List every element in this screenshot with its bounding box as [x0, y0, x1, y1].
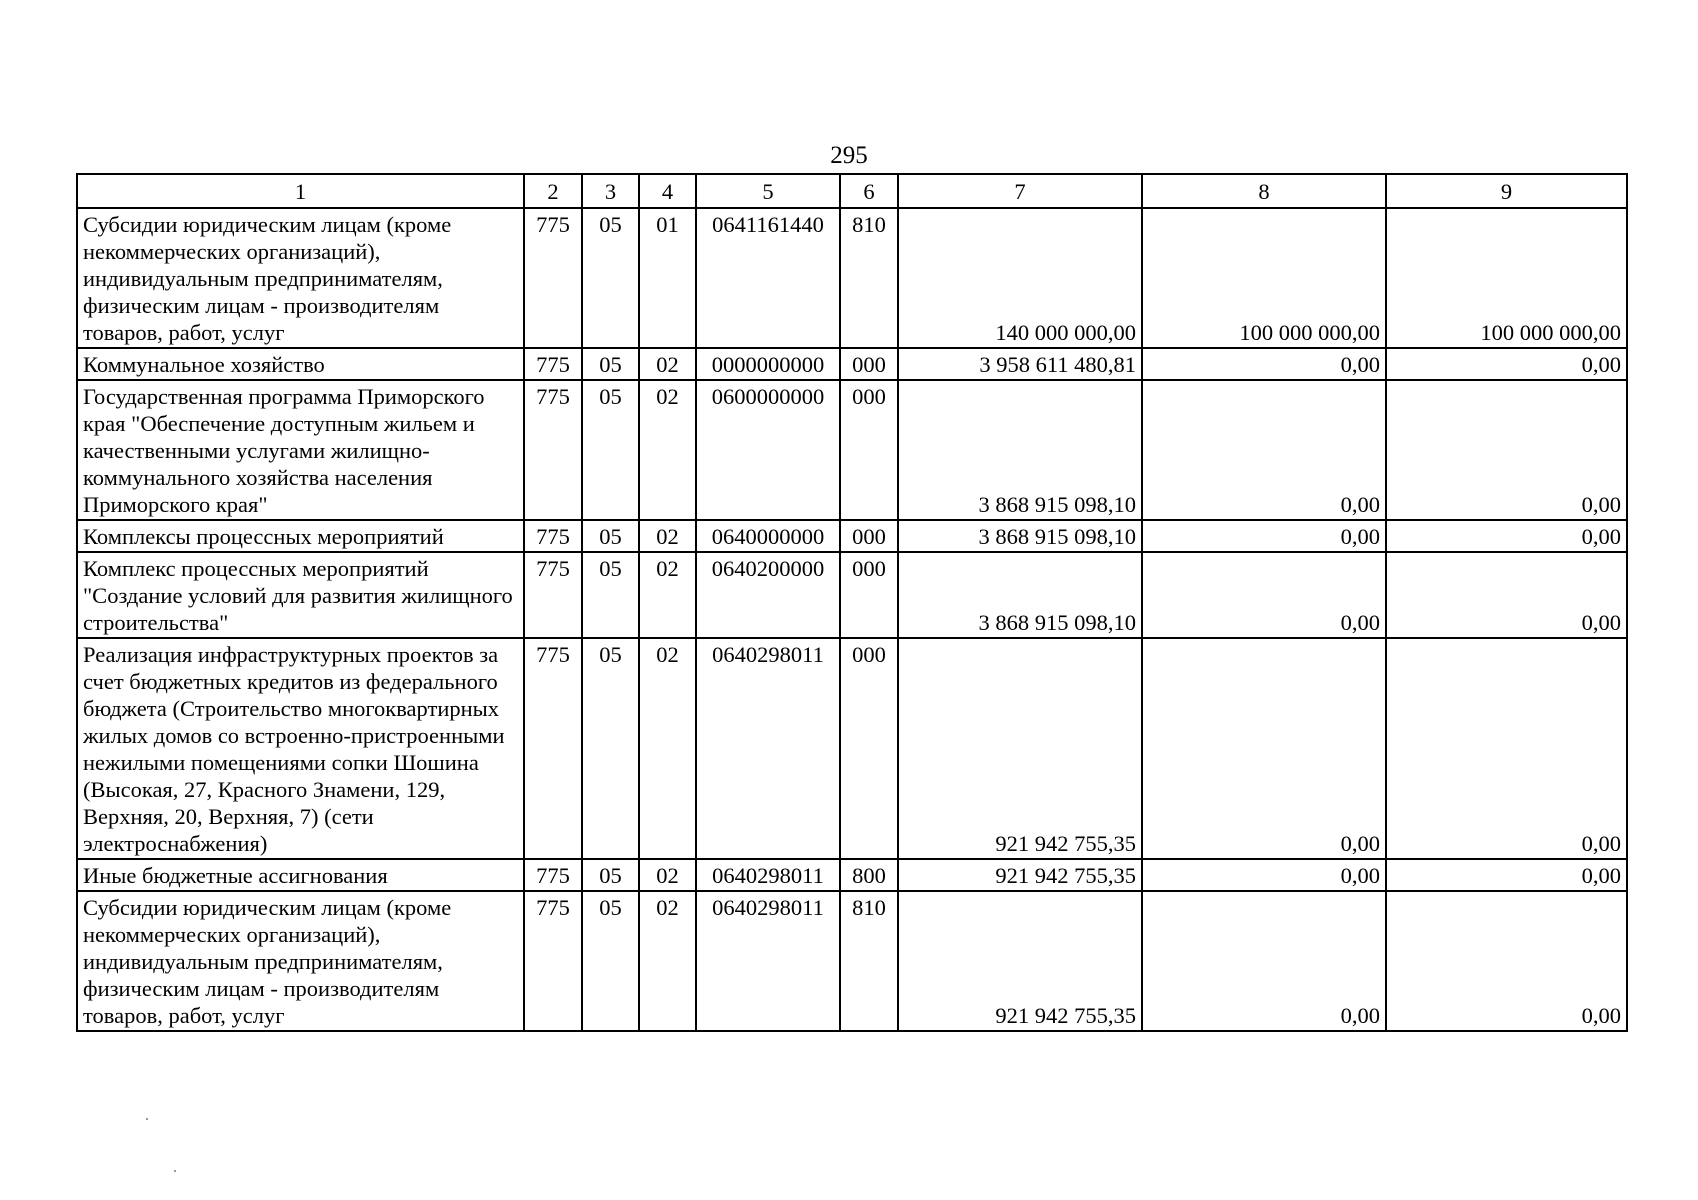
table-row: [77, 552, 1627, 638]
amount-year1-cell: 3 868 915 098,10: [898, 552, 1142, 638]
header-cell: 4: [639, 174, 696, 208]
table-body: [77, 208, 1627, 1031]
section-code-cell: 775: [524, 348, 582, 380]
row-name-cell: Иные бюджетные ассигнования: [77, 859, 524, 891]
amount-year1-cell: 3 868 915 098,10: [898, 520, 1142, 552]
amount-year1-cell: 921 942 755,35: [898, 891, 1142, 1031]
row-name-cell: Реализация инфраструктурных проектов за счет бюджетных кредитов из федерального бюджета (Строительство многоквартирных жилых домов со встроенно-пристроенными нежилыми помещениями сопки Шошина (Высокая, 27, Красного Знамени, 129, Верхняя, 20, Верхняя, 7) (сети электроснабжения): [77, 638, 524, 859]
section-code-cell: 775: [524, 552, 582, 638]
subsection-code-cell: 02: [639, 891, 696, 1031]
header-cell: 6: [840, 174, 898, 208]
row-name-cell: Субсидии юридическим лицам (кроме некоммерческих организаций), индивидуальным предпринимателям, физическим лицам - производителям товаров, работ, услуг: [77, 891, 524, 1031]
target-article-cell: 0640298011: [696, 638, 840, 859]
table-row: [77, 638, 1627, 859]
chapter-code-cell: 05: [582, 638, 639, 859]
amount-year1-cell: 140 000 000,00: [898, 208, 1142, 348]
amount-year3-cell: 0,00: [1386, 552, 1627, 638]
section-code-cell: 775: [524, 638, 582, 859]
chapter-code-cell: 05: [582, 380, 639, 520]
header-cell: 3: [582, 174, 639, 208]
amount-year3-cell: 0,00: [1386, 638, 1627, 859]
amount-year2-cell: 0,00: [1142, 638, 1386, 859]
target-article-cell: 0600000000: [696, 380, 840, 520]
table-row: [77, 859, 1627, 891]
target-article-cell: 0640200000: [696, 552, 840, 638]
chapter-code-cell: 05: [582, 891, 639, 1031]
chapter-code-cell: 05: [582, 208, 639, 348]
chapter-code-cell: 05: [582, 859, 639, 891]
header-cell: 5: [696, 174, 840, 208]
expense-type-cell: 000: [840, 552, 898, 638]
target-article-cell: 0640000000: [696, 520, 840, 552]
amount-year2-cell: 0,00: [1142, 859, 1386, 891]
header-row: [77, 174, 1627, 208]
row-name-cell: Комплекс процессных мероприятий "Создание условий для развития жилищного строительства": [77, 552, 524, 638]
target-article-cell: 0640298011: [696, 859, 840, 891]
amount-year1-cell: 3 958 611 480,81: [898, 348, 1142, 380]
chapter-code-cell: 05: [582, 552, 639, 638]
target-article-cell: 0000000000: [696, 348, 840, 380]
expense-type-cell: 810: [840, 891, 898, 1031]
expense-type-cell: 000: [840, 520, 898, 552]
section-code-cell: 775: [524, 380, 582, 520]
amount-year3-cell: 100 000 000,00: [1386, 208, 1627, 348]
subsection-code-cell: 01: [639, 208, 696, 348]
subsection-code-cell: 02: [639, 638, 696, 859]
table-row: [77, 208, 1627, 348]
header-cell: 7: [898, 174, 1142, 208]
amount-year2-cell: 0,00: [1142, 380, 1386, 520]
expense-type-cell: 810: [840, 208, 898, 348]
amount-year3-cell: 0,00: [1386, 520, 1627, 552]
amount-year1-cell: 3 868 915 098,10: [898, 380, 1142, 520]
table-row: [77, 520, 1627, 552]
row-name-cell: Комплексы процессных мероприятий: [77, 520, 524, 552]
expense-type-cell: 800: [840, 859, 898, 891]
subsection-code-cell: 02: [639, 552, 696, 638]
table-row: [77, 380, 1627, 520]
table-row: [77, 348, 1627, 380]
target-article-cell: 0641161440: [696, 208, 840, 348]
expense-type-cell: 000: [840, 638, 898, 859]
row-name-cell: Коммунальное хозяйство: [77, 348, 524, 380]
row-name-cell: Государственная программа Приморского края "Обеспечение доступным жильем и качественными услугами жилищно-коммунального хозяйства населения Приморского края": [77, 380, 524, 520]
subsection-code-cell: 02: [639, 380, 696, 520]
amount-year2-cell: 0,00: [1142, 520, 1386, 552]
amount-year2-cell: 0,00: [1142, 348, 1386, 380]
section-code-cell: 775: [524, 891, 582, 1031]
section-code-cell: 775: [524, 520, 582, 552]
chapter-code-cell: 05: [582, 520, 639, 552]
section-code-cell: 775: [524, 859, 582, 891]
header-cell: 8: [1142, 174, 1386, 208]
section-code-cell: 775: [524, 208, 582, 348]
amount-year2-cell: 0,00: [1142, 552, 1386, 638]
page-number: 295: [830, 142, 868, 169]
scan-speck: [146, 1118, 148, 1120]
subsection-code-cell: 02: [639, 348, 696, 380]
amount-year3-cell: 0,00: [1386, 380, 1627, 520]
header-cell: 2: [524, 174, 582, 208]
subsection-code-cell: 02: [639, 520, 696, 552]
expense-type-cell: 000: [840, 380, 898, 520]
budget-table: [76, 173, 1628, 1032]
amount-year2-cell: 100 000 000,00: [1142, 208, 1386, 348]
header-cell: 9: [1386, 174, 1627, 208]
amount-year1-cell: 921 942 755,35: [898, 859, 1142, 891]
amount-year1-cell: 921 942 755,35: [898, 638, 1142, 859]
scan-speck: [174, 1170, 176, 1172]
amount-year3-cell: 0,00: [1386, 891, 1627, 1031]
target-article-cell: 0640298011: [696, 891, 840, 1031]
chapter-code-cell: 05: [582, 348, 639, 380]
table-row: [77, 891, 1627, 1031]
subsection-code-cell: 02: [639, 859, 696, 891]
expense-type-cell: 000: [840, 348, 898, 380]
row-name-cell: Субсидии юридическим лицам (кроме некоммерческих организаций), индивидуальным предпринимателям, физическим лицам - производителям товаров, работ, услуг: [77, 208, 524, 348]
amount-year2-cell: 0,00: [1142, 891, 1386, 1031]
amount-year3-cell: 0,00: [1386, 859, 1627, 891]
amount-year3-cell: 0,00: [1386, 348, 1627, 380]
header-cell: 1: [77, 174, 524, 208]
